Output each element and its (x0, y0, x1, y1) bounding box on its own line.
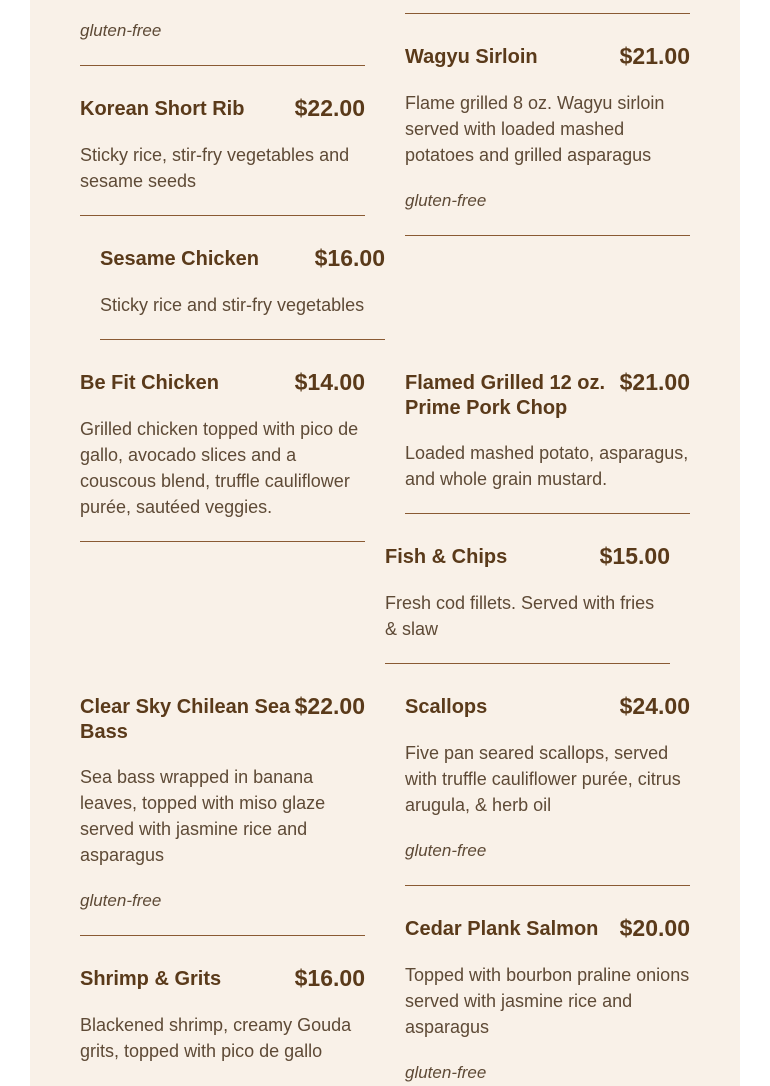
item-dietary-tag: gluten-free (405, 191, 487, 210)
item-description: Sticky rice, stir-fry vegetables and sesame seeds (80, 145, 350, 191)
item-name: Scallops (405, 696, 488, 718)
item-description: Loaded mashed potato, asparagus, and whole grain mustard. (405, 443, 689, 489)
item-description: Five pan seared scallops, served with truffle cauliflower purée, citrus arugula, & herb oil (405, 743, 681, 815)
item-divider (80, 65, 365, 66)
item-description: Topped with bourbon praline onions served with jasmine rice and asparagus (405, 965, 690, 1037)
item-divider (80, 541, 365, 542)
item-divider (405, 235, 690, 236)
item-description: Flame grilled 8 oz. Wagyu sirloin served with loaded mashed potatoes and grilled asparagus (405, 93, 665, 165)
item-price: $15.00 (599, 543, 670, 569)
menu-page (30, 0, 740, 1086)
item-divider (405, 885, 690, 886)
item-name: Cedar Plank Salmon (405, 918, 599, 940)
item-divider (80, 935, 365, 936)
item-name: Fish & Chips (385, 546, 508, 568)
item-description: Sea bass wrapped in banana leaves, topped with miso glaze served with jasmine rice and asparagus (80, 767, 326, 865)
item-dietary-tag: gluten-free (405, 1063, 487, 1082)
item-description: Fresh cod fillets. Served with fries & slaw (385, 593, 655, 639)
item-price: $24.00 (619, 693, 690, 719)
item-divider (100, 339, 385, 340)
item-description: Sticky rice and stir-fry vegetables (100, 295, 365, 315)
item-description: Blackened shrimp, creamy Gouda grits, topped with pico de gallo (80, 1015, 352, 1061)
item-price: $22.00 (294, 693, 365, 719)
item-divider (80, 215, 365, 216)
item-price: $14.00 (294, 369, 365, 395)
item-name: Sesame Chicken (100, 248, 259, 270)
item-price: $21.00 (619, 43, 690, 69)
item-dietary-tag: gluten-free (80, 891, 162, 910)
item-name: Wagyu Sirloin (405, 46, 538, 68)
item-price: $22.00 (294, 95, 365, 121)
item-name: Clear Sky Chilean Sea Bass (80, 696, 291, 743)
item-name: Be Fit Chicken (80, 372, 219, 394)
item-price: $21.00 (619, 369, 690, 395)
item-divider (405, 513, 690, 514)
item-name: Flamed Grilled 12 oz. Prime Pork Chop (405, 372, 606, 419)
item-name: Shrimp & Grits (80, 968, 222, 990)
item-price: $20.00 (619, 915, 690, 941)
item-name: Korean Short Rib (80, 98, 245, 120)
item-price: $16.00 (314, 245, 385, 271)
item-description: Grilled chicken topped with pico de gallo, avocado slices and a couscous blend, truffle cauliflower purée, sautéed veggies. (80, 419, 359, 517)
item-divider (385, 663, 670, 664)
item-divider (405, 13, 690, 14)
item-dietary-tag: gluten-free (405, 841, 487, 860)
item-price: $16.00 (294, 965, 365, 991)
item-dietary-tag: gluten-free (80, 21, 162, 40)
